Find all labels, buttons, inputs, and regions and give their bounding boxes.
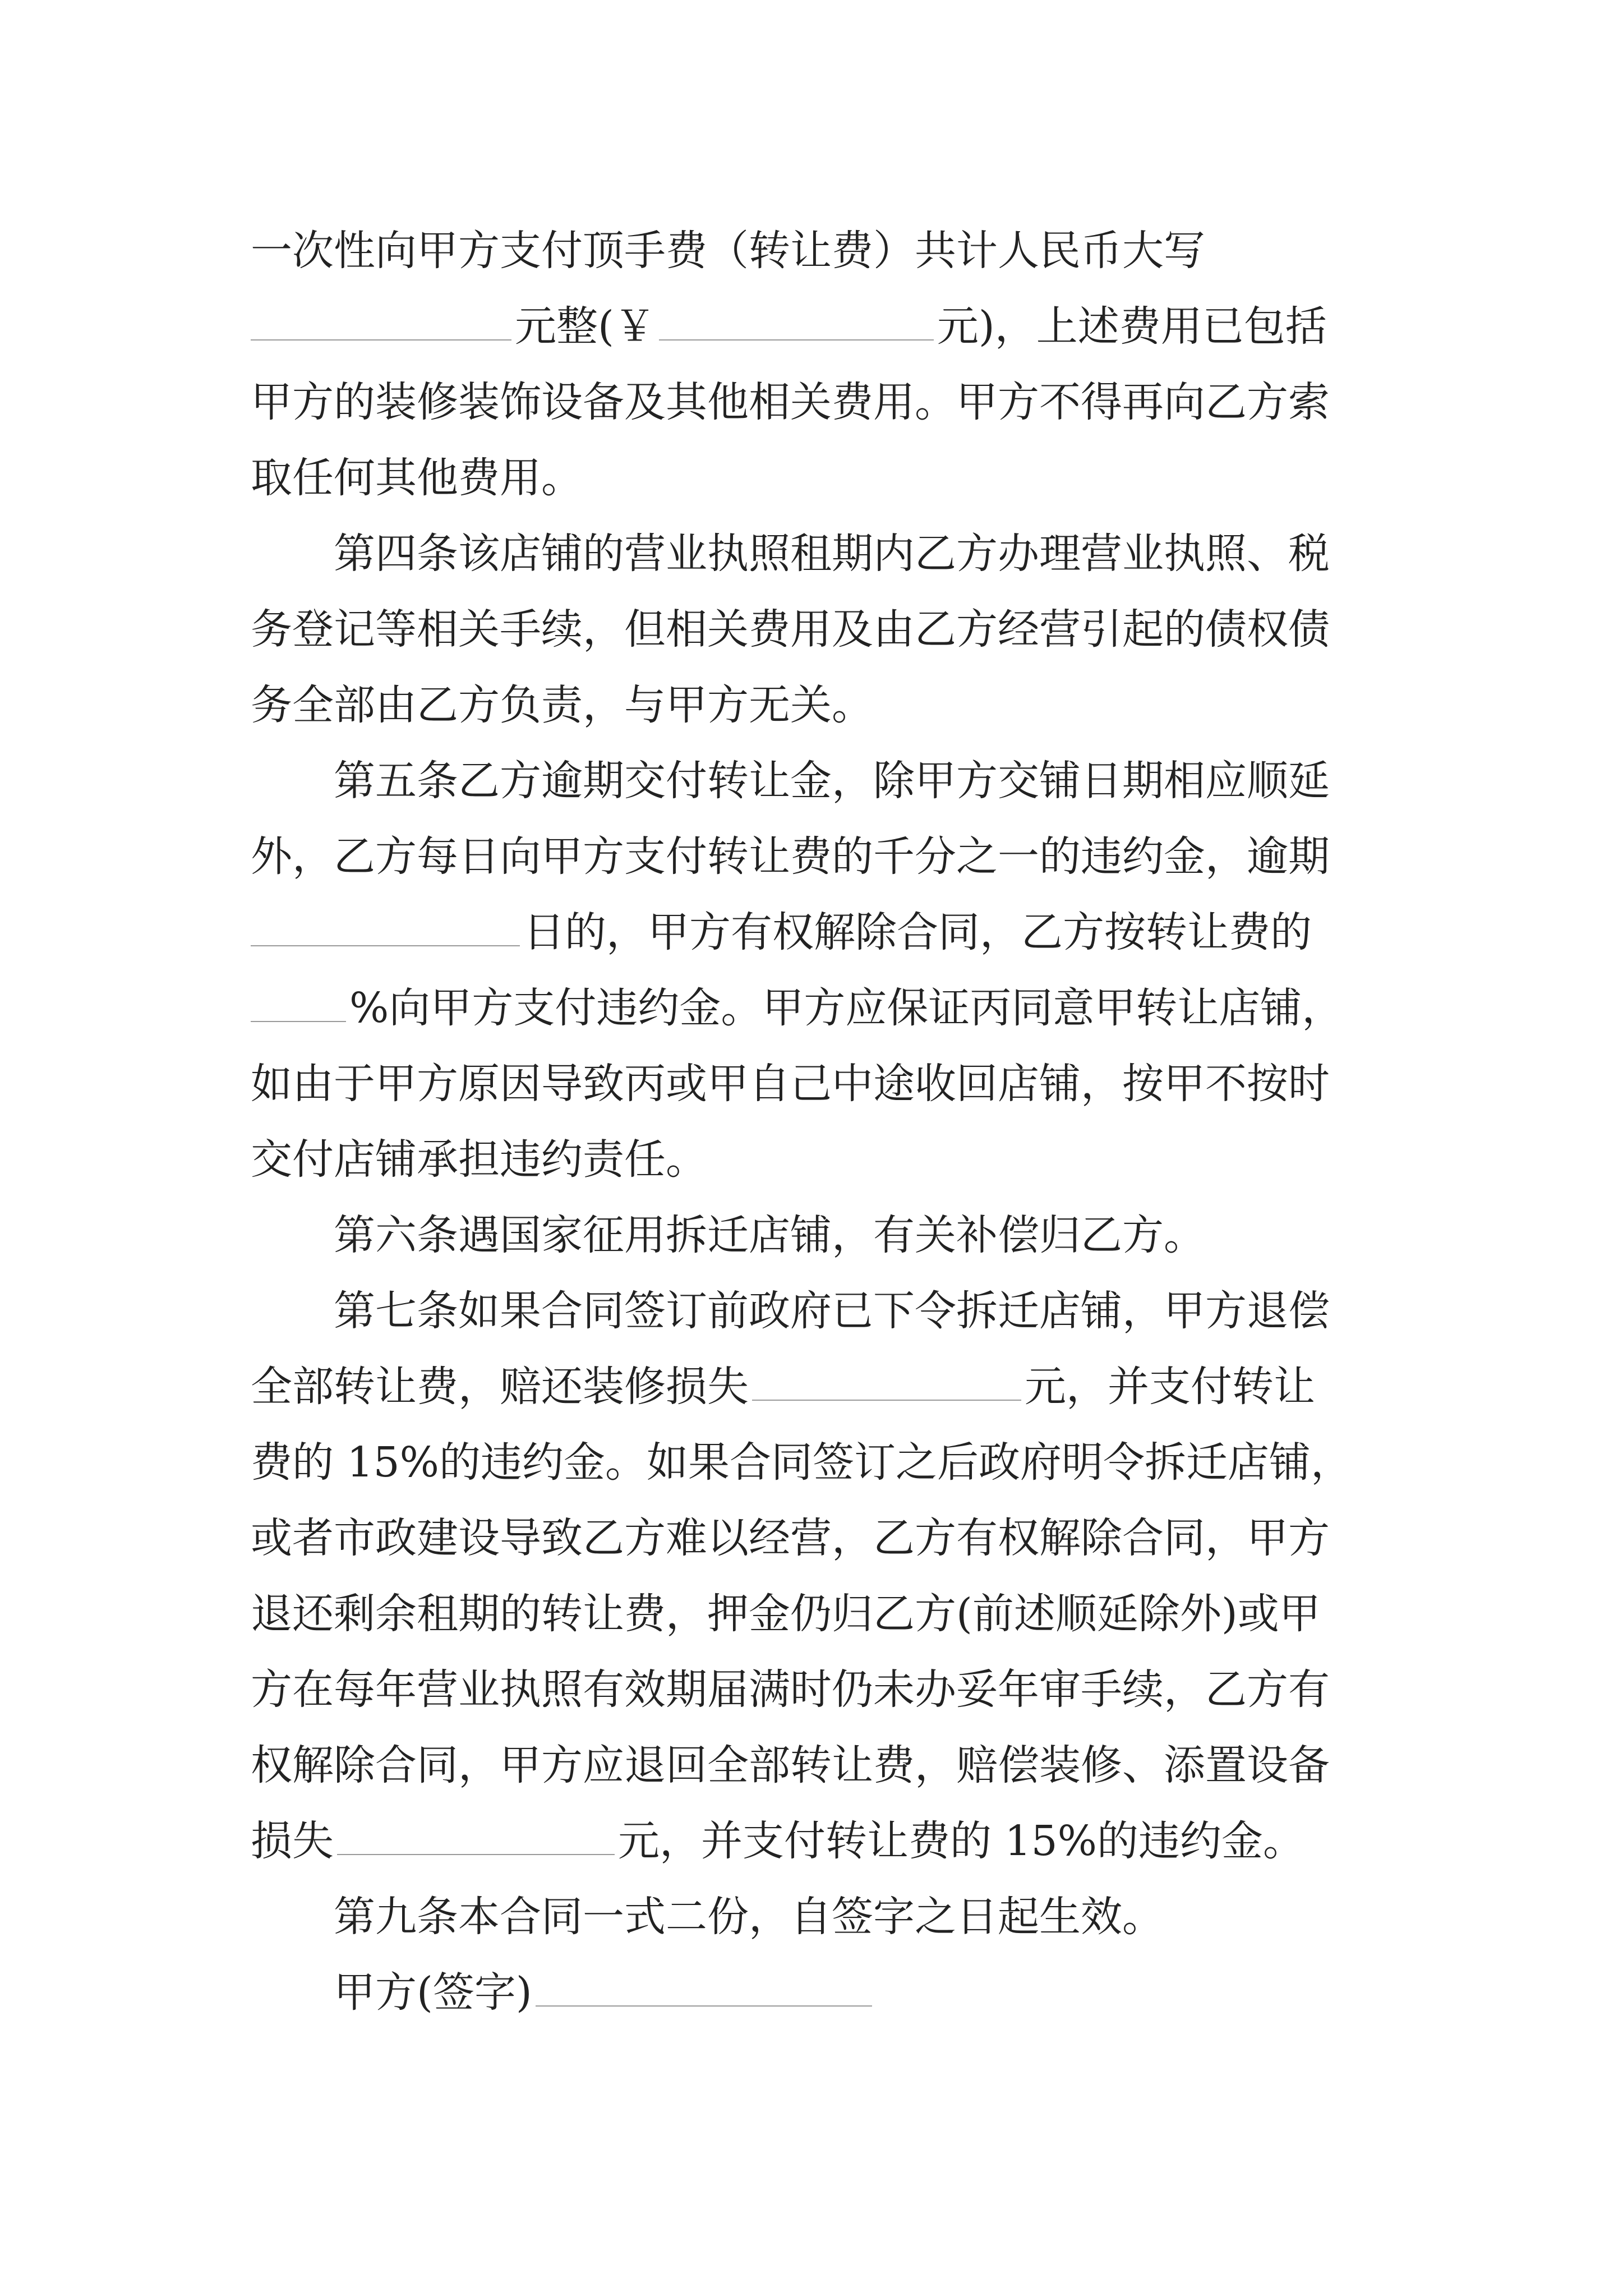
line-text: 或者市政建设导致乙方难以经营，乙方有权解除合同，甲方 [251,1514,1330,1562]
line-text: 第五条乙方逾期交付转让金，除甲方交铺日期相应顺延 [334,757,1330,805]
line-text: 第七条如果合同签订前政府已下令拆迁店铺，甲方退偿 [334,1287,1330,1335]
text-line [251,895,1372,970]
line-text: 交付店铺承担违约责任。 [251,1135,707,1184]
text-line [251,1349,1372,1425]
line-text: 元整(￥ [515,302,656,351]
text-line [251,668,1372,743]
paragraph-start-line [251,1198,1372,1273]
line-text: 第九条本合同一式二份，自签字之日起生效。 [334,1893,1164,1941]
party-a-signature-label: 甲方(签字) [334,1968,532,2017]
line-text: 务全部由乙方负责，与甲方无关。 [251,681,873,729]
fill-in-blank-renovation-loss[interactable] [752,1352,1021,1401]
line-text: 元)，上述费用已包括 [937,302,1327,351]
line-text: 甲方的装修装饰设备及其他相关费用。甲方不得再向乙方索 [251,378,1330,426]
signature-line [251,1955,1372,2031]
party-a-signature-field[interactable] [536,1958,872,2007]
line-text: 取任何其他费用。 [251,454,583,502]
line-text: 权解除合同，甲方应退回全部转让费，赔偿装修、添置设备 [251,1741,1330,1789]
line-text: 方在每年营业执照有效期届满时仍未办妥年审手续，乙方有 [251,1665,1330,1714]
text-line [251,289,1372,365]
line-text: %向甲方支付违约金。甲方应保证丙同意甲转让店铺， [349,984,1344,1032]
line-text: 第四条该店铺的营业执照租期内乙方办理营业执照、税 [334,530,1330,578]
line-text: 日的，甲方有权解除合同，乙方按转让费的 [523,908,1312,956]
line-text: 第六条遇国家征用拆迁店铺，有关补偿归乙方。 [334,1211,1205,1259]
line-text: 元，并支付转让费的 15%的违约金。 [618,1817,1304,1865]
line-text: 元，并支付转让 [1025,1363,1315,1411]
line-text: 务登记等相关手续，但相关费用及由乙方经营引起的债权债 [251,605,1330,654]
text-line [251,1803,1372,1879]
paragraph-start-line [251,1879,1372,1955]
fill-in-blank-overdue-days[interactable] [251,898,520,946]
text-line [251,365,1372,440]
line-text: 外，乙方每日向甲方支付转让费的千分之一的违约金，逾期 [251,832,1330,881]
line-text: 费的 15%的违约金。如果合同签订之后政府明令拆迁店铺， [251,1438,1352,1487]
fill-in-blank-penalty-percent[interactable] [251,974,346,1022]
line-text: 一次性向甲方支付顶手费（转让费）共计人民币大写 [251,227,1205,275]
fill-in-blank-amount-words[interactable] [251,292,511,341]
line-text: 如由于甲方原因导致丙或甲自己中途收回店铺，按甲不按时 [251,1060,1330,1108]
text-line [251,970,1372,1046]
paragraph-start-line [251,1273,1372,1349]
text-line [251,440,1372,516]
document-page [251,213,1372,2031]
text-line [251,1122,1372,1198]
fill-in-blank-equipment-loss[interactable] [337,1807,615,1855]
text-line [251,1501,1372,1576]
line-text: 退还剩余租期的转让费，押金仍归乙方(前述顺延除外)或甲 [251,1590,1321,1638]
line-text: 损失 [251,1817,334,1865]
text-line [251,1728,1372,1803]
fill-in-blank-amount-number[interactable] [659,292,934,341]
paragraph-start-line [251,516,1372,592]
text-line [251,819,1372,895]
text-line [251,1576,1372,1652]
line-text: 全部转让费，赔还装修损失 [251,1363,749,1411]
text-line [251,592,1372,668]
text-line [251,1652,1372,1728]
text-line [251,213,1372,289]
paragraph-start-line [251,743,1372,819]
text-line [251,1425,1372,1501]
text-line [251,1046,1372,1122]
